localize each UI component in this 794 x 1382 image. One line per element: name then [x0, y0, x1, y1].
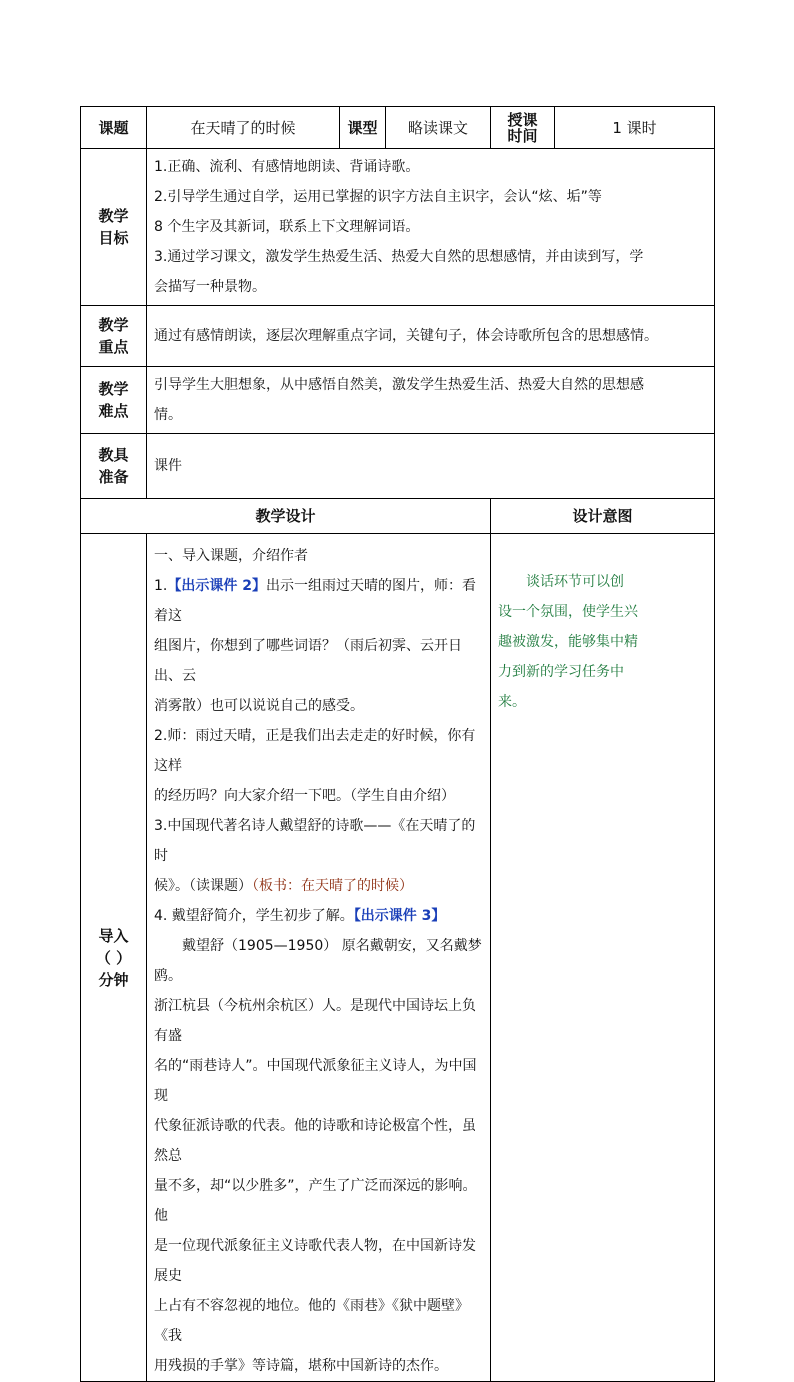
design-line: 上占有不容忽视的地位。他的《雨巷》《狱中题壁》《我	[154, 1298, 469, 1344]
design-line: 消雾散）也可以说说自己的感受。	[154, 698, 364, 714]
goal-line: 1.正确、流利、有感情地朗读、背诵诗歌。	[154, 159, 420, 175]
intro-label-line1: 导入	[98, 926, 129, 945]
goals-label-line2: 目标	[98, 229, 129, 247]
design-line: 组图片，你想到了哪些词语？（雨后初霁、云开日出、云	[154, 638, 462, 684]
design-line	[154, 571, 484, 631]
goals-label-line1: 教学	[98, 207, 129, 225]
design-line: 是一位现代派象征主义诗歌代表人物，在中国新诗发展史	[154, 1238, 476, 1284]
goal-line: 3.通过学习课文，激发学生热爱生活、热爱大自然的思想感情，并由读到写，学	[154, 249, 644, 265]
time-label-line1: 授课	[507, 110, 538, 129]
goal-line: 2.引导学生通过自学，运用已掌握的识字方法自主识字，会认“炫、垢”等	[154, 189, 602, 205]
design-text: 1.	[154, 578, 168, 594]
design-text: 出示一组雨过天晴的图片，师：看着这	[154, 578, 476, 624]
type-value: 略读课文	[386, 107, 491, 149]
design-line: 代象征派诗歌的代表。他的诗歌和诗论极富个性，虽然总	[154, 1118, 476, 1164]
time-value: 1 课时	[555, 107, 715, 149]
courseware-tag: 【出示课件 2】	[167, 578, 266, 594]
intro-label	[81, 534, 147, 1382]
design-line	[154, 901, 484, 931]
design-line: 戴望舒（1905—1950） 原名戴朝安，又名戴梦鸥。	[154, 938, 482, 984]
key-points-label-line2: 重点	[98, 338, 129, 356]
time-label-line2: 时间	[507, 126, 538, 145]
intro-intent	[491, 534, 715, 1382]
type-label: 课型	[340, 107, 386, 149]
intent-line: 力到新的学习任务中	[498, 664, 624, 680]
difficulties-row	[81, 367, 715, 434]
intent-line: 趣被激发，能够集中精	[498, 634, 638, 650]
key-points-label	[81, 306, 147, 367]
difficulties-label-line2: 难点	[98, 402, 129, 420]
design-line: 2.师：雨过天晴，正是我们出去走走的好时候，你有这样	[154, 728, 476, 774]
design-line: 3.中国现代著名诗人戴望舒的诗歌——《在天晴了的时	[154, 818, 476, 864]
design-line: 名的“雨巷诗人”。中国现代派象征主义诗人，为中国现	[154, 1058, 477, 1104]
design-line: 一、导入课题，介绍作者	[154, 548, 308, 564]
intro-row	[81, 534, 715, 1382]
design-line	[154, 871, 484, 901]
difficulty-line: 引导学生大胆想象，从中感悟自然美，激发学生热爱生活、热爱大自然的思想感	[154, 377, 644, 393]
materials-label-line2: 准备	[98, 468, 129, 486]
key-points-content: 通过有感情朗读，逐层次理解重点字词，关键句子，体会诗歌所包含的思想感情。	[147, 306, 715, 367]
goals-content	[147, 149, 715, 306]
intro-label-line2: （ ）	[95, 948, 132, 967]
lesson-plan-table	[80, 106, 715, 1382]
intent-header: 设计意图	[491, 499, 715, 534]
difficulties-label-line1: 教学	[98, 380, 129, 398]
design-text: 4. 戴望舒简介，学生初步了解。	[154, 908, 354, 924]
goals-row	[81, 149, 715, 306]
time-label	[491, 107, 555, 149]
intent-line: 谈话环节可以创	[526, 574, 624, 590]
difficulty-line: 情。	[154, 407, 182, 423]
key-points-row	[81, 306, 715, 367]
difficulties-content	[147, 367, 715, 434]
design-line: 用残损的手掌》等诗篇，堪称中国新诗的杰作。	[154, 1358, 448, 1374]
goals-label	[81, 149, 147, 306]
design-header: 教学设计	[81, 499, 491, 534]
intent-line: 来。	[498, 694, 526, 710]
design-line: 浙江杭县（今杭州余杭区）人。是现代中国诗坛上负有盛	[154, 998, 476, 1044]
materials-label	[81, 434, 147, 499]
intro-design	[147, 534, 491, 1382]
materials-label-line1: 教具	[98, 446, 129, 464]
difficulties-label	[81, 367, 147, 434]
key-points-label-line1: 教学	[98, 316, 129, 334]
design-line: 量不多，却“以少胜多”，产生了广泛而深远的影响。他	[154, 1178, 477, 1224]
materials-row	[81, 434, 715, 499]
goal-line: 会描写一种景物。	[154, 279, 266, 295]
courseware-tag: 【出示课件 3】	[353, 908, 446, 924]
goal-line: 8 个生字及其新词，联系上下文理解词语。	[154, 219, 420, 235]
topic-label: 课题	[81, 107, 147, 149]
design-text: 候》。（读课题）	[154, 878, 252, 894]
materials-content: 课件	[147, 434, 715, 499]
header-row	[81, 107, 715, 149]
section-header-row	[81, 499, 715, 534]
design-line: 的经历吗？向大家介绍一下吧。（学生自由介绍）	[154, 788, 455, 804]
board-note: （板书：在天晴了的时候）	[252, 878, 413, 894]
topic-value: 在天晴了的时候	[147, 107, 340, 149]
intent-line: 设一个氛围，使学生兴	[498, 604, 638, 620]
intro-label-line3: 分钟	[98, 970, 129, 989]
